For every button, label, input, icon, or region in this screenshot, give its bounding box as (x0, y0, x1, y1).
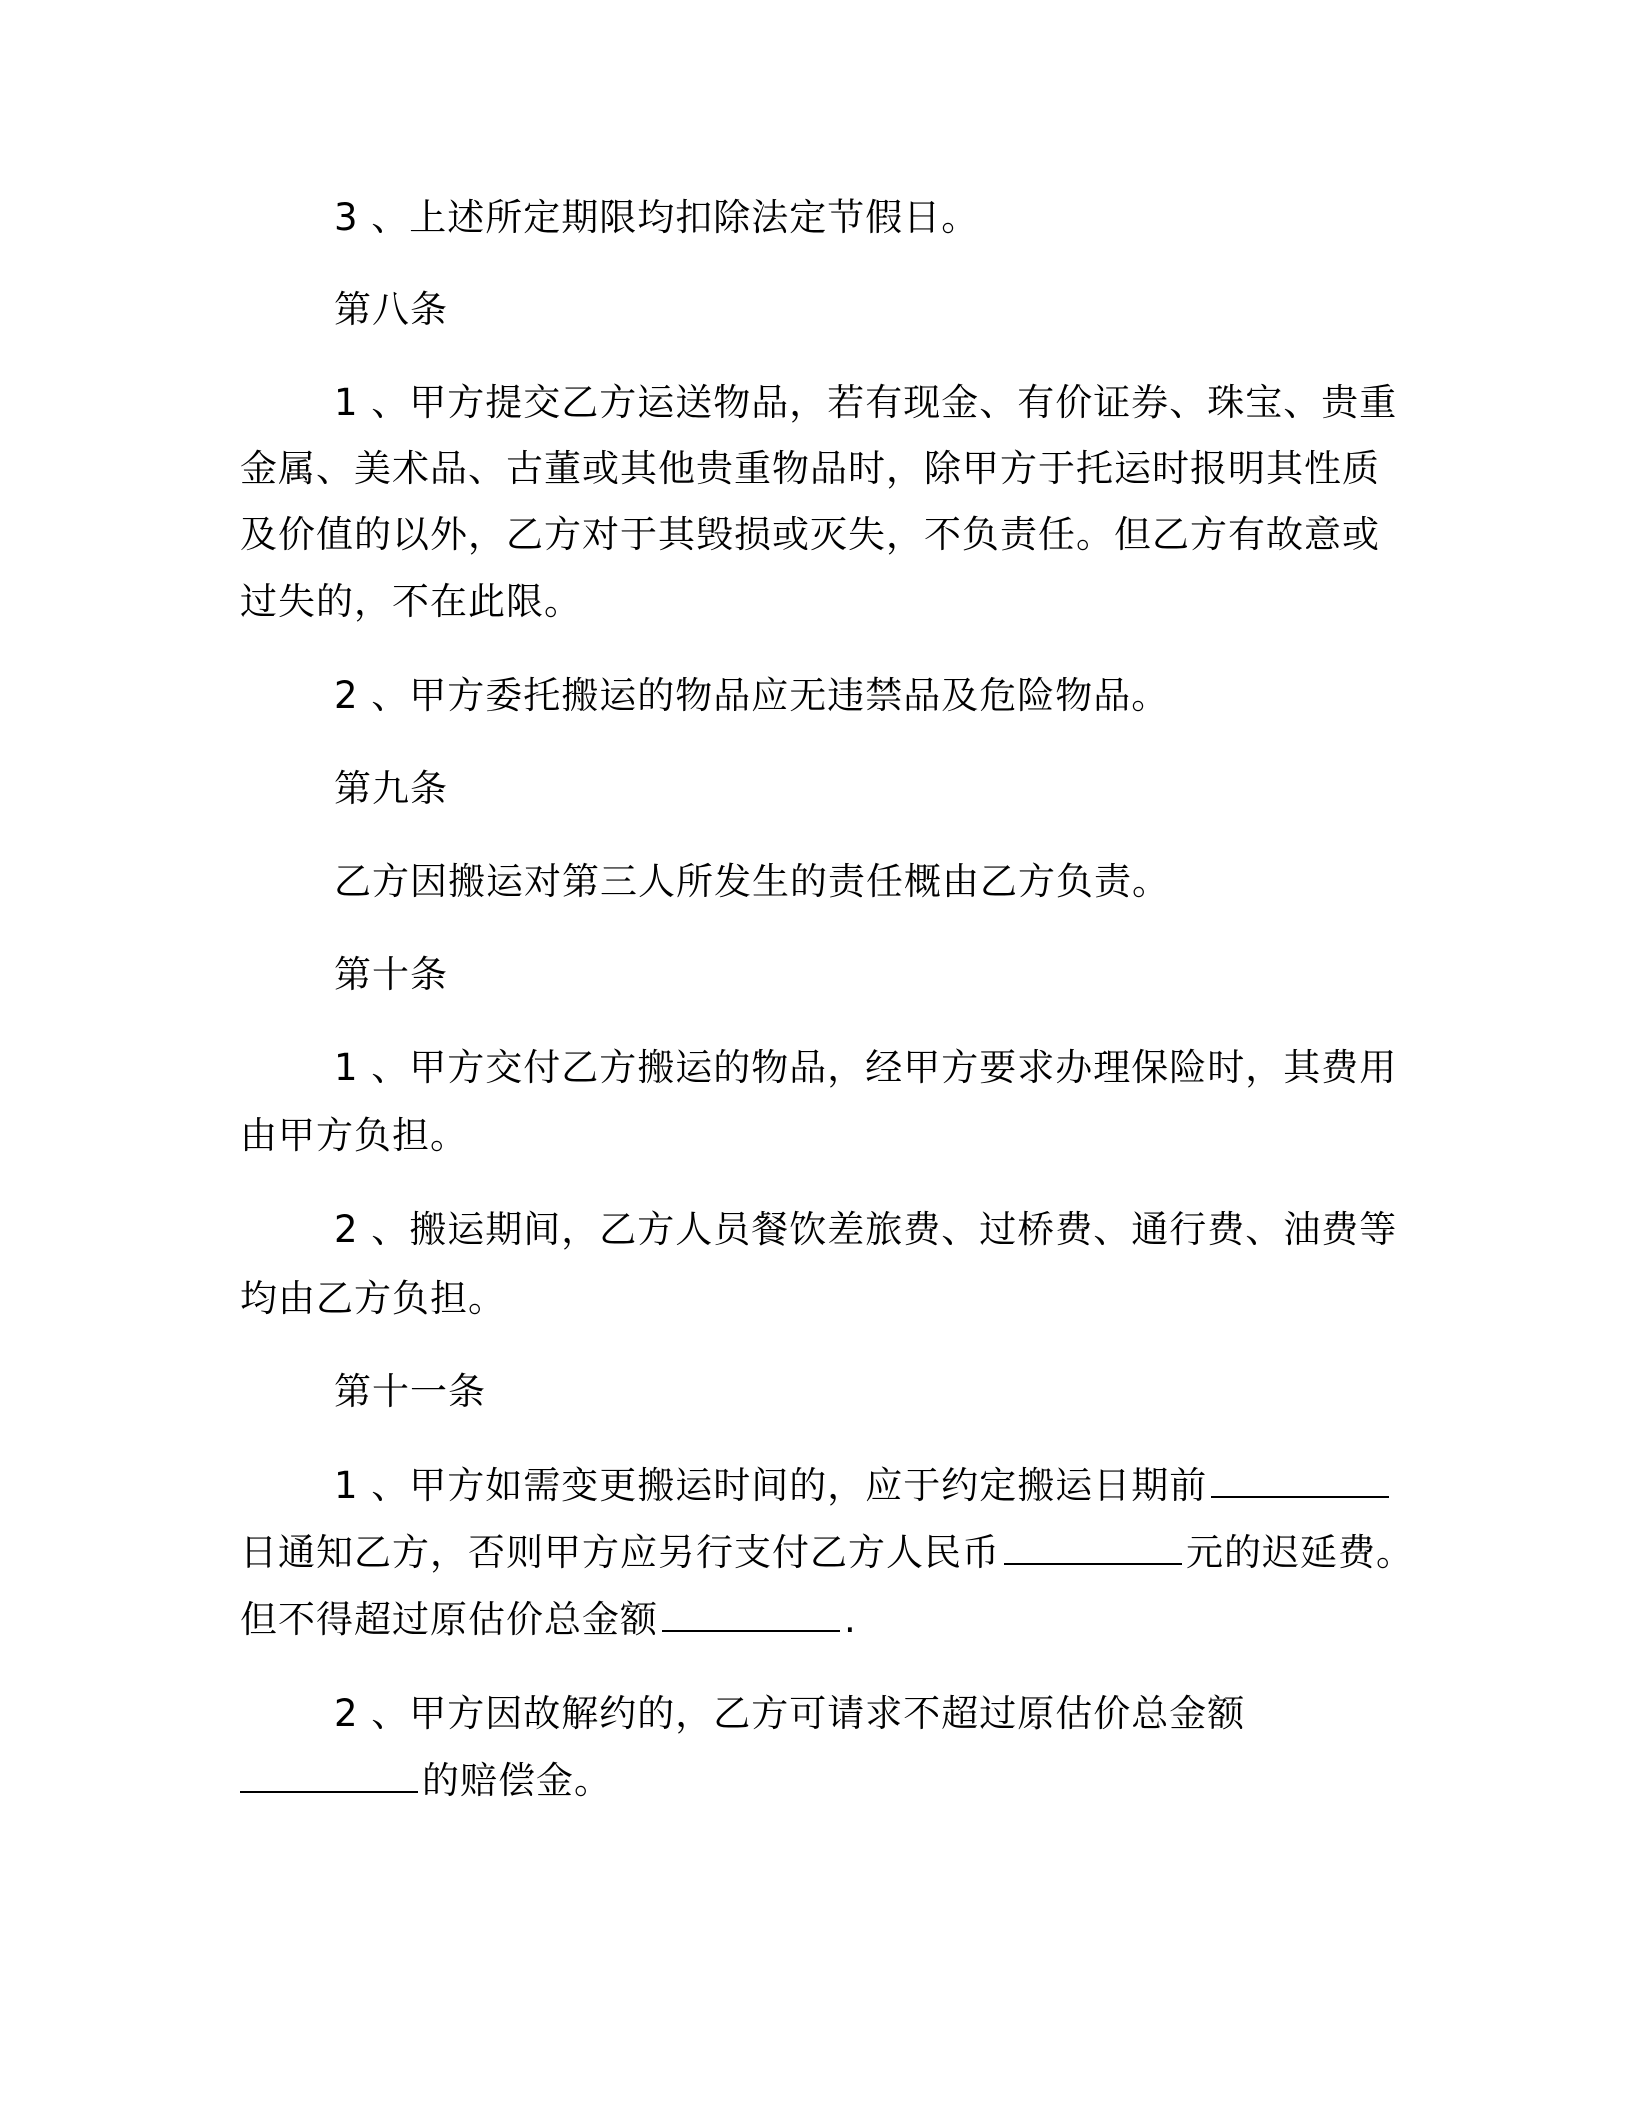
clause-11-item-1-text-4: 但不得超过原估价总金额 (240, 1598, 658, 1641)
blank-max-amount-field[interactable] (662, 1598, 840, 1632)
clause-11-item-2-text-2: 的赔偿金。 (422, 1759, 612, 1802)
blank-delay-fee-field[interactable] (1004, 1531, 1182, 1565)
clause-11-item-1-line-2 (240, 1531, 1414, 1575)
clause-11-item-1-text-1: 1 、甲方如需变更搬运时间的，应于约定搬运日期前 (334, 1464, 1208, 1507)
clause-8-item-1-line-4: 过失的，不在此限。 (240, 580, 582, 623)
clause-11-item-2-line-1: 2 、甲方因故解约的，乙方可请求不超过原估价总金额 (334, 1692, 1246, 1735)
clause-10-item-1-line-2: 由甲方负担。 (240, 1114, 468, 1157)
clause-8-item-1-line-1: 1 、甲方提交乙方运送物品，若有现金、有价证券、珠宝、贵重 (334, 381, 1398, 424)
clause-11-item-1-line-3 (240, 1598, 857, 1642)
clause-8-item-1-line-3: 及价值的以外，乙方对于其毁损或灭失，不负责任。但乙方有故意或 (240, 513, 1380, 556)
article-11-heading: 第十一条 (334, 1370, 486, 1413)
clause-11-item-1-period: . (844, 1598, 857, 1641)
clause-10-item-2-line-2: 均由乙方负担。 (240, 1277, 506, 1320)
clause-11-item-2-line-2 (240, 1759, 612, 1803)
clause-11-item-1-text-2: 日通知乙方，否则甲方应另行支付乙方人民币 (240, 1531, 1000, 1574)
article-8-heading: 第八条 (334, 288, 448, 331)
clause-7-item-3: 3 、上述所定期限均扣除法定节假日。 (334, 196, 980, 239)
clause-11-item-1-text-3: 元的迟延费。 (1186, 1531, 1414, 1574)
article-10-heading: 第十条 (334, 953, 448, 996)
clause-9-text: 乙方因搬运对第三人所发生的责任概由乙方负责。 (334, 860, 1170, 903)
clause-10-item-1-line-1: 1 、甲方交付乙方搬运的物品，经甲方要求办理保险时，其费用 (334, 1046, 1398, 1089)
blank-days-field[interactable] (1211, 1464, 1389, 1498)
clause-11-item-1-line-1 (334, 1464, 1393, 1508)
clause-8-item-1-line-2: 金属、美术品、古董或其他贵重物品时，除甲方于托运时报明其性质 (240, 447, 1380, 490)
clause-10-item-2-line-1: 2 、搬运期间，乙方人员餐饮差旅费、过桥费、通行费、油费等 (334, 1208, 1398, 1251)
clause-8-item-2: 2 、甲方委托搬运的物品应无违禁品及危险物品。 (334, 674, 1170, 717)
article-9-heading: 第九条 (334, 767, 448, 810)
blank-compensation-field[interactable] (240, 1759, 418, 1793)
